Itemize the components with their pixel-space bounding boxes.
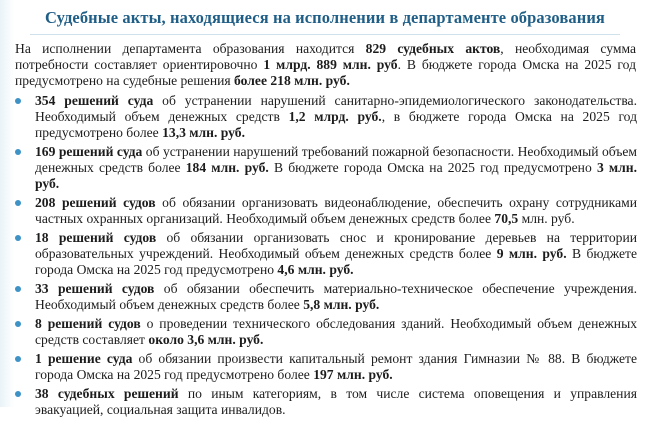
item-text-1: об обязании произвести капитальный ремонт здания Гимназии № 88. В бюджете города Омска на 2025 год предусмотрено более [35, 351, 637, 382]
item-text-1: об обязании обеспечить материально-техническое обеспечение учреждения. Необходимый объем денежных средств более [35, 281, 637, 312]
bullet-icon [15, 200, 21, 206]
page-title: Судебные акты, находящиеся на исполнении в департаменте образования [45, 8, 605, 27]
list-item [0, 144, 637, 192]
item-budget: 3 млн. руб. [35, 160, 638, 191]
item-count: 38 судебных решений [35, 386, 179, 401]
item-text-1: о проведении технического обследования зданий. Необходимый объем денежных средств составляет [35, 316, 637, 347]
intro-paragraph [15, 41, 636, 89]
item-count: 18 решений судов [35, 230, 157, 245]
item-count: 169 решений суда [35, 144, 143, 159]
item-budget: 4,6 млн. руб. [277, 262, 354, 277]
bullet-icon [15, 235, 21, 241]
list-item [0, 351, 637, 383]
list-item [0, 93, 637, 141]
intro-total-need: 1 млрд. 889 млн. руб [263, 57, 398, 72]
title-divider [30, 34, 620, 35]
item-budget: 13,3 млн. руб. [162, 125, 245, 140]
item-amount: около 3,6 млн. руб. [148, 332, 264, 347]
bullet-icon [15, 149, 21, 155]
item-text-2: , в бюджете города Омска на 2025 год предусмотрено более [35, 109, 637, 140]
bullet-icon [15, 98, 21, 104]
intro-text-3: . В бюджете города Омска на 2025 год предусмотрено на судебные решения [15, 57, 636, 88]
list-item [0, 195, 637, 227]
list-item [0, 386, 637, 418]
item-text-1: по иным категориям, в том числе система оповещения и управления эвакуацией, социальная защита инвалидов. [35, 386, 637, 417]
item-amount: 197 млн. руб. [313, 367, 393, 382]
item-count: 354 решений суда [35, 93, 154, 108]
item-text-1: об устранении нарушений санитарно-эпидемиологического законодательства. Необходимый объем денежных средств [35, 93, 637, 124]
item-text-1: об обязании организовать видеонаблюдение, обеспечить охрану сотрудниками частных охранных организаций. Необходимый объем денежных средств более [35, 195, 637, 226]
item-count: 208 решений судов [35, 195, 156, 210]
court-decisions-list [0, 93, 650, 421]
item-amount: 9 млн. руб. [496, 246, 567, 261]
intro-count: 829 судебных актов [365, 41, 501, 56]
item-text-2: В бюджете города Омска на 2025 год предусмотрено [268, 160, 597, 175]
item-amount: 184 млн. руб. [185, 160, 269, 175]
item-text-2: млн. руб. [518, 211, 575, 226]
item-count: 1 решение суда [35, 351, 133, 366]
item-text-1: об устранении нарушений требований пожарной безопасности. Необходимый объем денежных средств более [35, 144, 637, 175]
item-amount: 70,5 [494, 211, 519, 226]
bullet-icon [15, 356, 21, 362]
list-item [0, 316, 637, 348]
intro-text-1: На исполнении департамента образования находится [15, 41, 366, 56]
item-amount: 5,8 млн. руб. [303, 297, 380, 312]
intro-text-2: , необходимая сумма потребности составляет ориентировочно [15, 41, 637, 72]
item-count: 33 решений судов [35, 281, 155, 296]
item-text-1: об обязании организовать снос и кронирование деревьев на территории образовательных учреждений. Необходимый объем денежных средств более [35, 230, 637, 261]
bullet-icon [15, 286, 21, 292]
item-text-2: В бюджете города Омска на 2025 год предусмотрено [35, 246, 637, 277]
bullet-icon [15, 391, 21, 397]
intro-budget: более 218 млн. руб. [234, 73, 350, 88]
list-item [0, 281, 637, 313]
item-amount: 1,2 млрд. руб. [288, 109, 382, 124]
item-count: 8 решений судов [35, 316, 141, 331]
bullet-icon [15, 321, 21, 327]
list-item [0, 230, 637, 278]
